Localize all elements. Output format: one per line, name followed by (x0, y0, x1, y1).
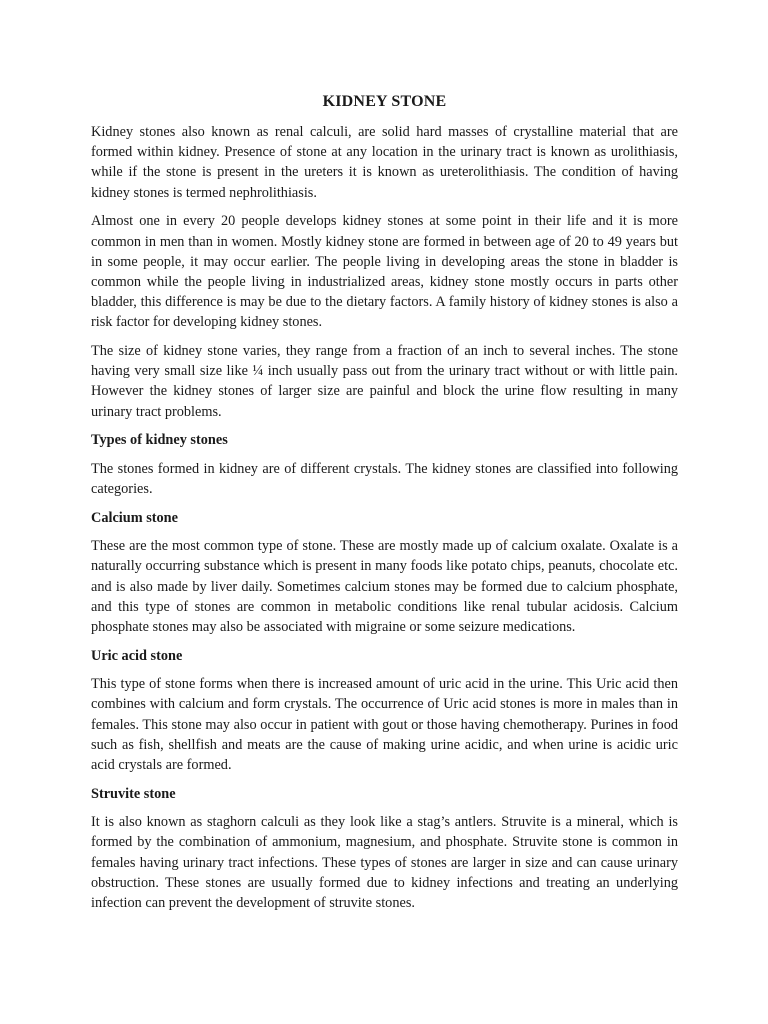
document-title: KIDNEY STONE (322, 93, 447, 110)
section-heading-uric-acid: Uric acid stone (91, 647, 183, 664)
section-heading-calcium: Calcium stone (91, 509, 178, 526)
intro-paragraph: Kidney stones also known as renal calculi, are solid hard masses of crystalline material that are formed within kidney. Presence of stone at any location in the urinary tract is known as urolithiasis, while if the stone is present in the ureters it is known as ureterolithiasis. The condition of having kidney stones is termed nephrolithiasis. (91, 124, 678, 201)
size-paragraph: The size of kidney stone varies, they range from a fraction of an inch to several inches. The stone having very small size like ¼ inch usually pass out from the urinary tract without or with little pain. However the kidney stones of larger size are painful and block the urine flow resulting in many urinary tract problems. (91, 343, 678, 420)
section-heading-struvite: Struvite stone (91, 785, 176, 802)
section-heading-types: Types of kidney stones (91, 432, 228, 449)
uric-acid-paragraph: This type of stone forms when there is increased amount of uric acid in the urine. This Uric acid then combines with calcium and form crystals. The occurrence of Uric acid stones is more in males than in females. This stone may also occur in patient with gout or those having chemotherapy. Purines in food such as fish, shellfish and meats are the cause of making urine acidic, and when urine is acidic uric acid crystals are formed. (91, 676, 678, 774)
calcium-paragraph: These are the most common type of stone. These are mostly made up of calcium oxalate. Oxalate is a naturally occurring substance which is present in many foods like potato chips, peanuts, chocolate etc. and is also made by liver daily. Sometimes calcium stones may be formed due to calcium phosphate, and this type of stones are common in metabolic conditions like renal tubular acidosis. Calcium phosphate stones may also be associated with migraine or some seizure medications. (91, 538, 678, 636)
types-paragraph: The stones formed in kidney are of different crystals. The kidney stones are classified into following categories. (91, 460, 678, 498)
struvite-paragraph: It is also known as staghorn calculi as they look like a stag’s antlers. Struvite is a mineral, which is formed by the combination of ammonium, magnesium, and phosphate. Struvite stone is common in females having urinary tract infections. These types of stones are larger in size and can cause urinary obstruction. These stones are usually formed due to kidney infections and treating an underlying infection can prevent the development of struvite stones. (91, 814, 678, 912)
prevalence-paragraph: Almost one in every 20 people develops kidney stones at some point in their life and it is more common in men than in women. Mostly kidney stone are formed in between age of 20 to 49 years but in some people, it may occur earlier. The people living in developing areas the stone in bladder is common while the people living in industrialized areas, kidney stone mostly occurs in parts other bladder, this difference is may be due to the dietary factors. A family history of kidney stones is also a risk factor for developing kidney stones. (91, 213, 678, 331)
document-page (91, 92, 678, 922)
